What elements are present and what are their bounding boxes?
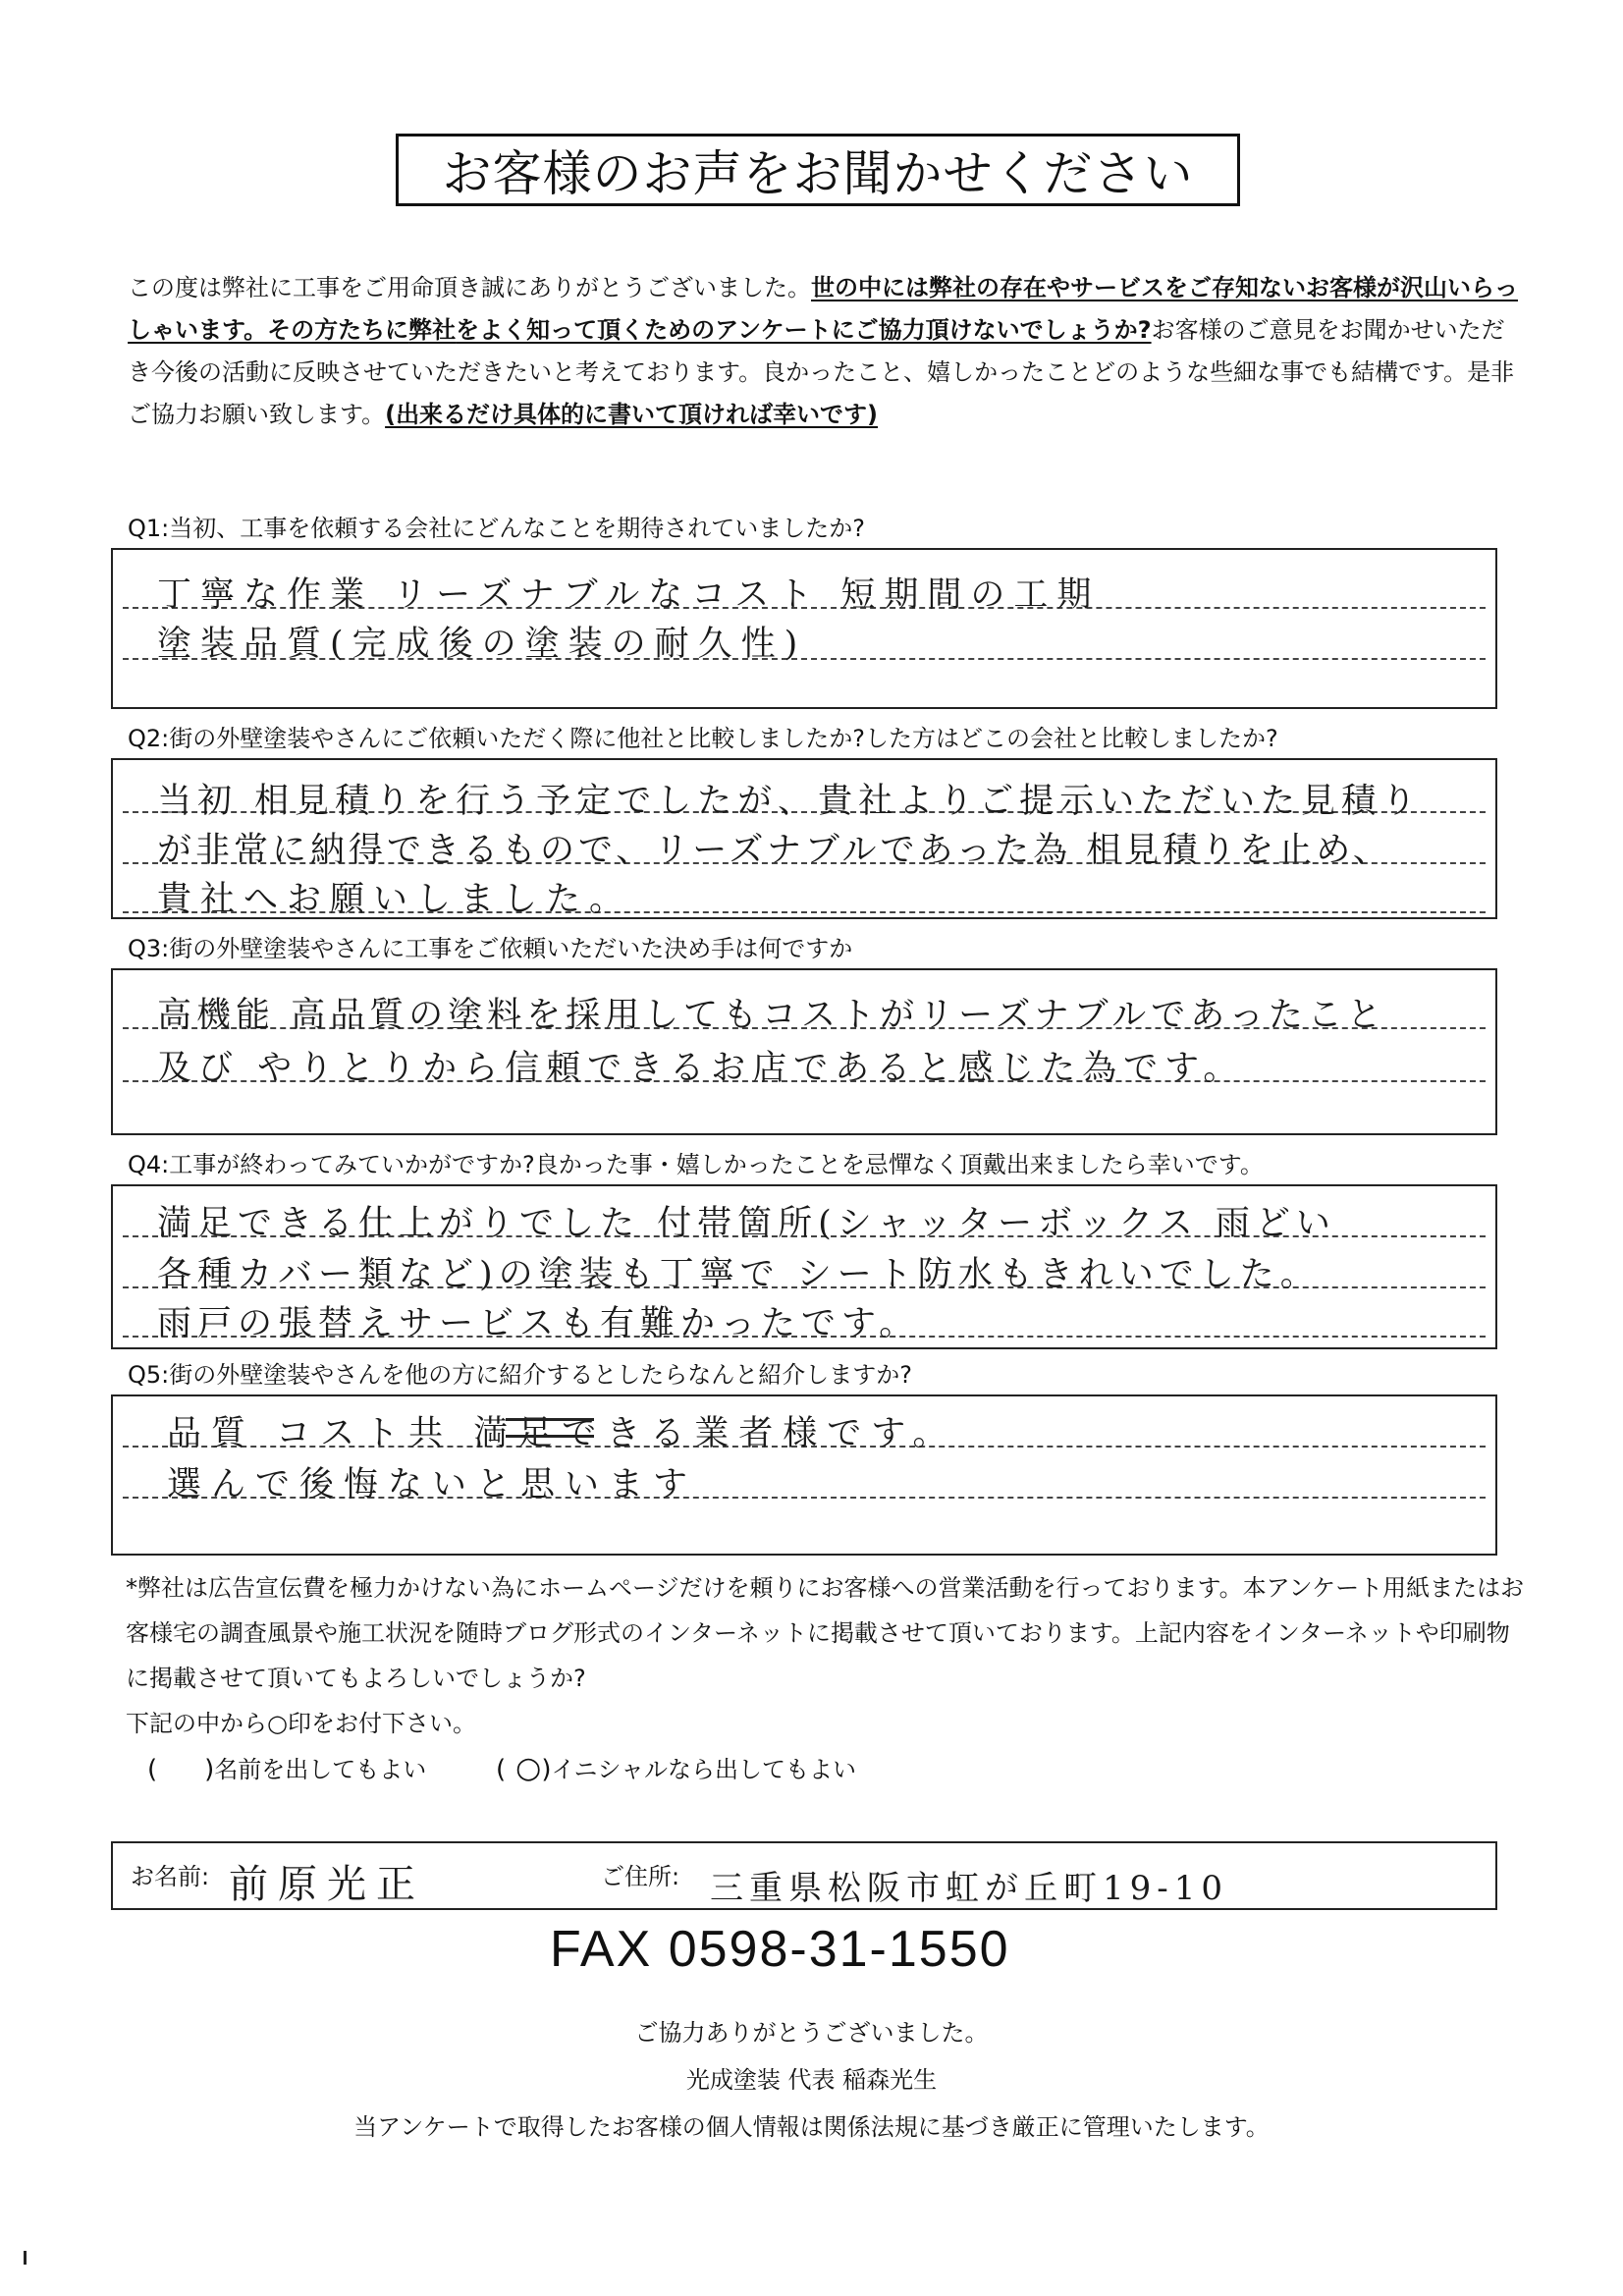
option-paren-open: ( (496, 1755, 507, 1784)
question-2-answer-box[interactable] (111, 758, 1497, 919)
option-name-ok[interactable] (147, 1750, 426, 1784)
q2-answer-line-2: が非常に納得できるもので、リーズナブルであった為 相見積りを止め、 (157, 831, 1391, 870)
name-value: 前原光正 (229, 1862, 425, 1907)
page-title: お客様のお声をお聞かせください (442, 145, 1194, 202)
q2-answer-line-1: 当初 相見積りを行う予定でしたが、貴社よりご提示いただいた見積り (157, 782, 1423, 821)
q4-answer-line-2: 各種カバー類など)の塗装も丁寧で シート防水もきれいでした。 (157, 1255, 1321, 1294)
address-value: 三重県松阪市虹が丘町19-10 (710, 1869, 1229, 1908)
question-1-label: Q1:当初、工事を依頼する会社にどんなことを期待されていましたか? (128, 515, 865, 542)
closing-privacy: 当アンケートで取得したお客様の個人情報は関係法規に基づき厳正に管理いたします。 (353, 2113, 1270, 2141)
intro-text-5: お客様のご意見をお聞かせいただき今後の活動に反映させていただきたいと考えております。良かったこと、嬉しかったことどのような些細な事でも結構です。是非ご協力お願い致します。 (128, 316, 1515, 428)
question-4-label: Q4:工事が終わってみていかがですか?良かった事・嬉しかったことを忌憚なく頂戴出来ましたら幸いです。 (128, 1151, 1264, 1178)
question-5-answer-box[interactable] (111, 1394, 1497, 1556)
customer-info-box[interactable] (111, 1841, 1497, 1910)
question-3-label: Q3:街の外壁塗装やさんに工事をご依頼いただいた決め手は何ですか (128, 935, 853, 962)
q2-answer-line-3: 貴社へお願いしました。 (157, 880, 633, 919)
scan-mark (24, 2251, 27, 2265)
option-name-ok-label: 名前を出してもよい (214, 1756, 427, 1783)
question-3-answer-box[interactable] (111, 968, 1497, 1135)
question-1-answer-box[interactable] (111, 548, 1497, 709)
intro-text-2: 世の中には弊社の存在やサービスをご存知ないお客様が沢山いらっしゃいます。その方たちに (128, 274, 1518, 344)
fax-number: FAX 0598-31-1550 (550, 1921, 1010, 1978)
name-label: お名前: (131, 1863, 210, 1890)
option-paren-close: ) (204, 1755, 215, 1784)
question-4-answer-box[interactable] (111, 1184, 1497, 1349)
publication-instruction: 下記の中から○印をお付下さい。 (126, 1710, 476, 1737)
q4-answer-line-1: 満足できる仕上がりでした 付帯箇所(シャッターボックス 雨どい (157, 1204, 1336, 1243)
q1-answer-line-2: 塗装品質(完成後の塗装の耐久性) (157, 625, 807, 664)
q3-answer-line-2: 及び やりとりから信頼できるお店であると感じた為です。 (157, 1049, 1245, 1088)
page-title-box (396, 134, 1240, 206)
scribble-mark (506, 1418, 594, 1438)
option-initials-ok-label: イニシャルなら出してもよい (551, 1756, 857, 1783)
closing-company: 光成塗装 代表 稲森光生 (685, 2066, 938, 2094)
intro-text-1: この度は弊社に工事をご用命頂き誠にありがとうございました。 (128, 274, 811, 301)
intro-text-4: をよく知って頂くためのアンケートにご協力頂けないでしょうか? (456, 316, 1152, 344)
q3-answer-line-1: 高機能 高品質の塗料を採用してもコストがリーズナブルであったこと (157, 996, 1386, 1035)
q5-answer-line-2: 選んで後悔ないと思います (167, 1465, 698, 1504)
address-label: ご住所: (601, 1863, 680, 1890)
intro-text-6: (出来るだけ具体的に書いて頂ければ幸いです) (385, 401, 879, 428)
closing-thanks: ご協力ありがとうございました。 (634, 2019, 989, 2047)
question-5-label: Q5:街の外壁塗装やさんを他の方に紹介するとしたらなんと紹介しますか? (128, 1361, 912, 1389)
publication-notice: *弊社は広告宣伝費を極力かけない為にホームページだけを頼りにお客様への営業活動を行っております。本アンケート用紙またはお客様宅の調査風景や施工状況を随時ブログ形式のインターネットに掲載させて頂いております。上記内容をインターネットや印刷物に掲載させて頂いてもよろしいでしょうか? (126, 1574, 1525, 1692)
option-initials-ok[interactable] (496, 1750, 856, 1785)
intro-paragraph (128, 267, 1522, 436)
selected-circle-mark: ○ (515, 1751, 542, 1785)
q5-answer-line-1: 品質 コスト共 満足できる業者様です。 (167, 1414, 957, 1453)
option-paren-open: ( (147, 1755, 158, 1784)
option-paren-close: ) (541, 1755, 552, 1784)
question-2-label: Q2:街の外壁塗装やさんにご依頼いただく際に他社と比較しましたか?した方はどこの会社と比較しましたか? (128, 725, 1278, 752)
intro-text-3: 弊社 (408, 316, 457, 344)
q4-answer-line-3: 雨戸の張替えサービスも有難かったです。 (157, 1304, 920, 1343)
q1-answer-line-1: 丁寧な作業 リーズナブルなコスト 短期間の工期 (157, 575, 1101, 615)
